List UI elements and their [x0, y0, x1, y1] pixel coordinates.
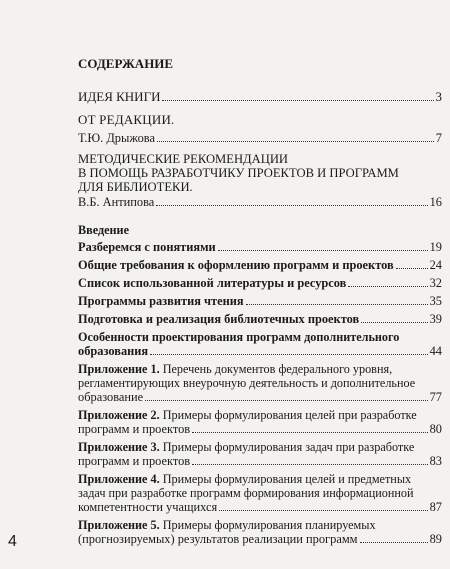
dot-leader [192, 432, 427, 433]
appendix-head: Приложение 2. [78, 408, 160, 422]
toc-title: СОДЕРЖАНИЕ [78, 56, 174, 71]
entry-page: 32 [429, 276, 442, 290]
toc-item[interactable] [78, 258, 442, 272]
dot-leader [145, 400, 427, 401]
dot-leader [162, 100, 433, 101]
dot-leader [150, 354, 427, 355]
entry-author: Т.Ю. Дрыжова [78, 131, 155, 145]
toc-intro-heading: Введение [78, 223, 129, 237]
appendix-text: регламентирующих внеурочную деятельность и дополнительное [78, 376, 416, 390]
entry-page: 77 [429, 390, 442, 404]
entry-heading: ОТ РЕДАКЦИИ. [78, 112, 175, 127]
appendix-text: Примеры формулирования целей при разработке [162, 408, 417, 422]
entry-label: Программы развития чтения [78, 294, 244, 308]
entry-page: 87 [429, 500, 442, 514]
appendix-head: Приложение 1. [78, 362, 160, 376]
dot-leader [396, 268, 428, 269]
toc-item[interactable] [78, 294, 442, 308]
appendix-text: задач при разработке программ формирования информационной [78, 486, 414, 500]
entry-heading-line: ДЛЯ БИБЛИОТЕКИ. [78, 180, 193, 194]
toc-item[interactable] [78, 240, 442, 254]
entry-page: 44 [429, 344, 442, 358]
appendix-5[interactable] [78, 518, 442, 546]
entry-heading-line: В ПОМОЩЬ РАЗРАБОТЧИКУ ПРОЕКТОВ И ПРОГРАММ [78, 166, 399, 180]
toc-entry-editorial[interactable] [78, 112, 442, 145]
toc-item-special[interactable] [78, 330, 442, 358]
dot-leader [348, 286, 427, 287]
toc-entry-methodical[interactable] [78, 152, 442, 209]
appendix-3[interactable] [78, 440, 442, 468]
appendix-text: Примеры формулирования задач при разработке [162, 440, 415, 454]
dot-leader [156, 205, 427, 206]
dot-leader [192, 464, 427, 465]
appendix-text: Перечень документов федерального уровня, [162, 362, 393, 376]
toc-item[interactable] [78, 312, 442, 326]
entry-author: В.Б. Антипова [78, 195, 155, 209]
appendix-text: (прогнозируемых) результатов реализации программ [78, 532, 358, 546]
toc-items [78, 240, 442, 546]
appendix-text: образование [78, 390, 144, 404]
entry-page: 89 [429, 532, 442, 546]
appendix-text: Примеры формулирования планируемых [162, 518, 376, 532]
entry-page: 83 [429, 454, 442, 468]
toc-item[interactable] [78, 276, 442, 290]
entry-label: Разберемся с понятиями [78, 240, 216, 254]
entry-page: 24 [429, 258, 442, 272]
entry-label-line: образования [78, 344, 149, 358]
entry-label: Список использованной литературы и ресурсов [78, 276, 347, 290]
dot-leader [219, 510, 427, 511]
appendix-head: Приложение 3. [78, 440, 160, 454]
entry-heading-line: МЕТОДИЧЕСКИЕ РЕКОМЕНДАЦИИ [78, 152, 289, 166]
entry-label: Подготовка и реализация библиотечных проектов [78, 312, 360, 326]
appendix-text: программ и проектов [78, 422, 191, 436]
toc-entry-idea[interactable] [78, 90, 442, 104]
appendix-head: Приложение 5. [78, 518, 160, 532]
appendix-4[interactable] [78, 472, 442, 514]
entry-page: 16 [429, 195, 442, 209]
dot-leader [157, 141, 434, 142]
appendix-head: Приложение 4. [78, 472, 160, 486]
entry-page: 35 [429, 294, 442, 308]
appendix-text: программ и проектов [78, 454, 191, 468]
dot-leader [360, 542, 428, 543]
entry-label-line: Особенности проектирования программ дополнительного [78, 330, 400, 344]
appendix-text: Примеры формулирования целей и предметных [162, 472, 412, 486]
appendix-text: компетентности учащихся [78, 500, 218, 514]
appendix-2[interactable] [78, 408, 442, 436]
entry-page: 80 [429, 422, 442, 436]
entry-label: Общие требования к оформлению программ и проектов [78, 258, 394, 272]
page-number: 4 [8, 533, 17, 550]
dot-leader [218, 250, 428, 251]
entry-page: 7 [435, 131, 442, 145]
appendix-1[interactable] [78, 362, 442, 404]
entry-label: ИДЕЯ КНИГИ [78, 89, 161, 104]
entry-page: 3 [435, 89, 442, 104]
dot-leader [361, 322, 427, 323]
entry-page: 39 [429, 312, 442, 326]
entry-page: 19 [429, 240, 442, 254]
dot-leader [246, 304, 428, 305]
